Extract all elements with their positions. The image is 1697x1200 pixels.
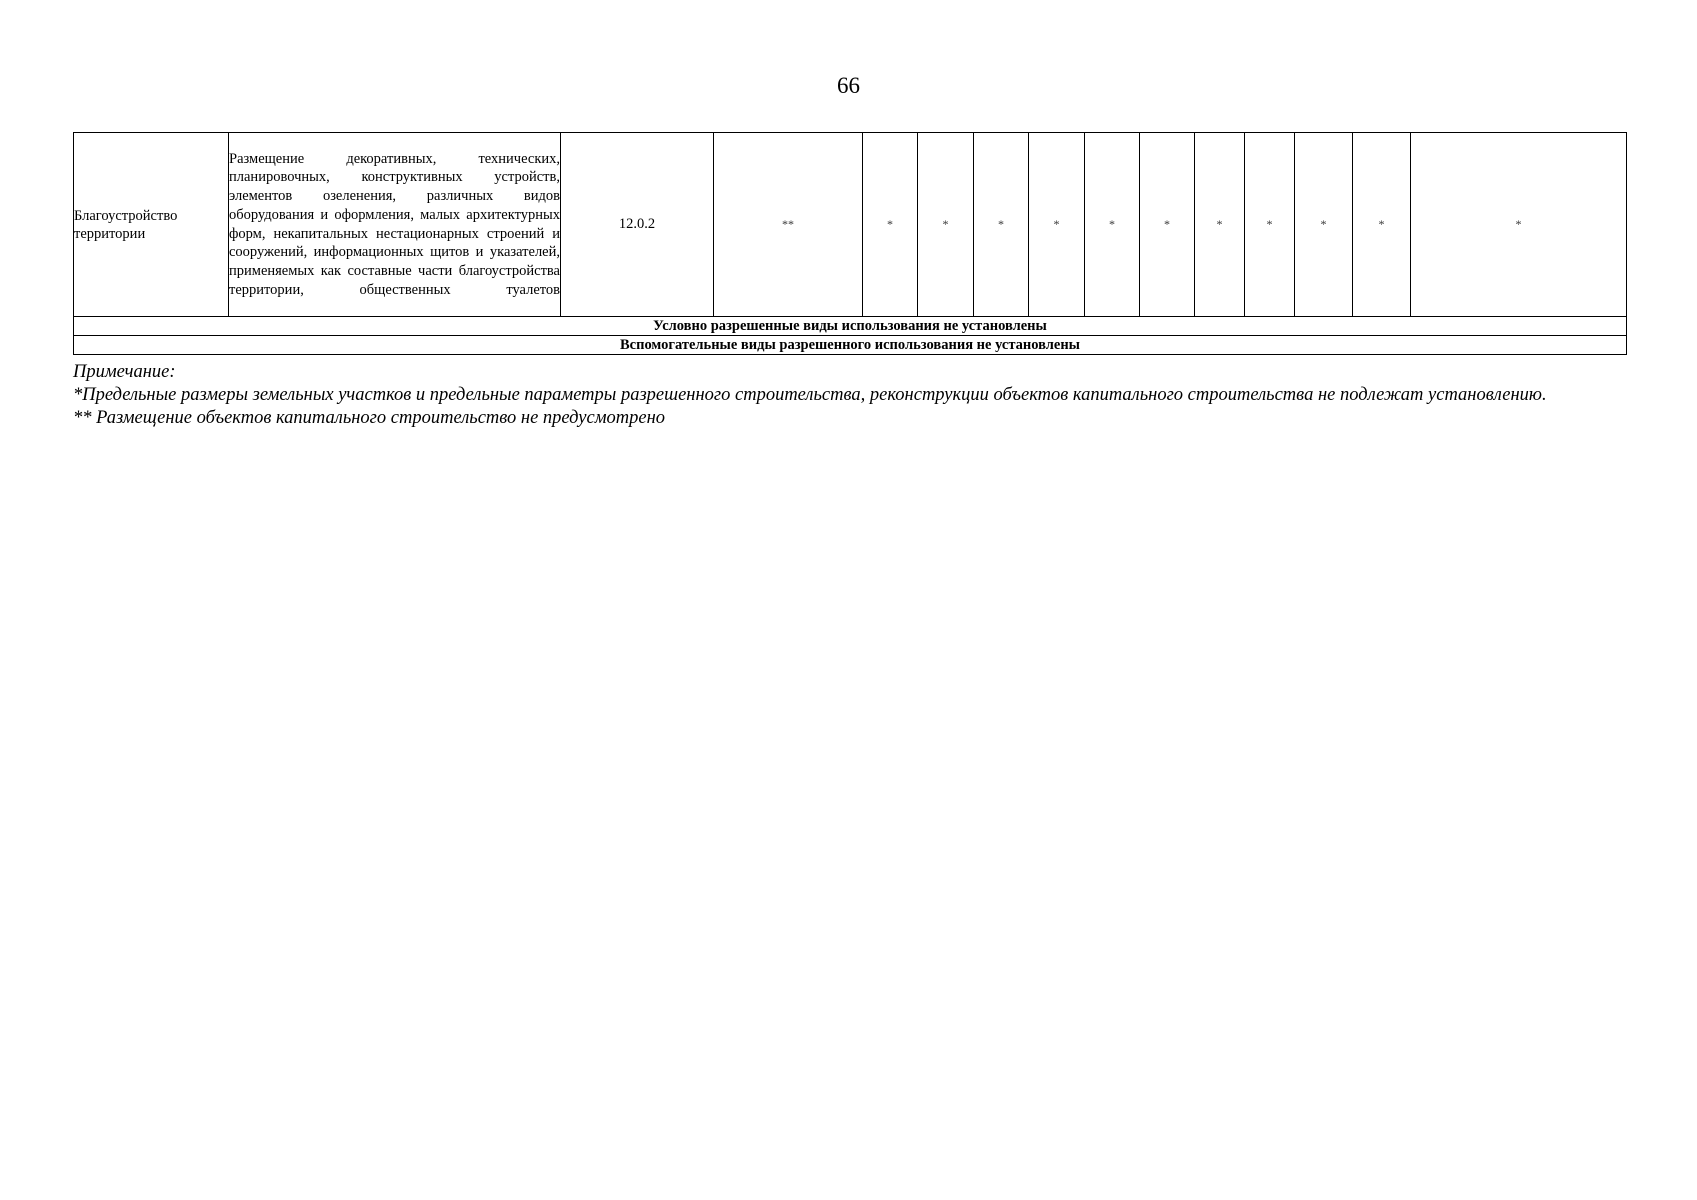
table-cell: * [1140,133,1195,317]
table-cell: ** [714,133,863,317]
table-cell: * [1195,133,1245,317]
table-cell: * [1411,133,1627,317]
table-cell: * [918,133,974,317]
table-row [74,317,1627,336]
table-cell: * [1245,133,1295,317]
table-cell: * [974,133,1029,317]
table-cell: * [863,133,918,317]
table-row [74,336,1627,355]
table-cell: * [1295,133,1353,317]
table-row [74,133,1627,317]
land-use-code: 12.0.2 [561,133,714,317]
note-limits: *Предельные размеры земельных участков и предельные параметры разрешенного строительства, реконструкции объектов капитального строительства не подлежат установлению. [73,385,1547,405]
auxiliary-use-row: Вспомогательные виды разрешенного использования не установлены [74,336,1627,355]
land-use-description: Размещение декоративных, технических, планировочных, конструктивных устройств, элементов озеленения, различных видов оборудования и оформления, малых архитектурных форм, некапитальных нестационарных строений и сооружений, информационных щитов и указателей, применяемых как составные части благоустройства территории, общественных туалетов [229,133,561,317]
land-use-table [73,132,1627,355]
land-use-name: Благоустройство территории [74,133,229,317]
conditional-use-row: Условно разрешенные виды использования не установлены [74,317,1627,336]
table-cell: * [1353,133,1411,317]
notes-title: Примечание: [73,362,176,382]
note-placement: ** Размещение объектов капитального строительство не предусмотрено [73,408,666,428]
table-cell: * [1085,133,1140,317]
table-cell: * [1029,133,1085,317]
page-number: 66 [837,73,860,98]
notes-section [73,361,1633,430]
